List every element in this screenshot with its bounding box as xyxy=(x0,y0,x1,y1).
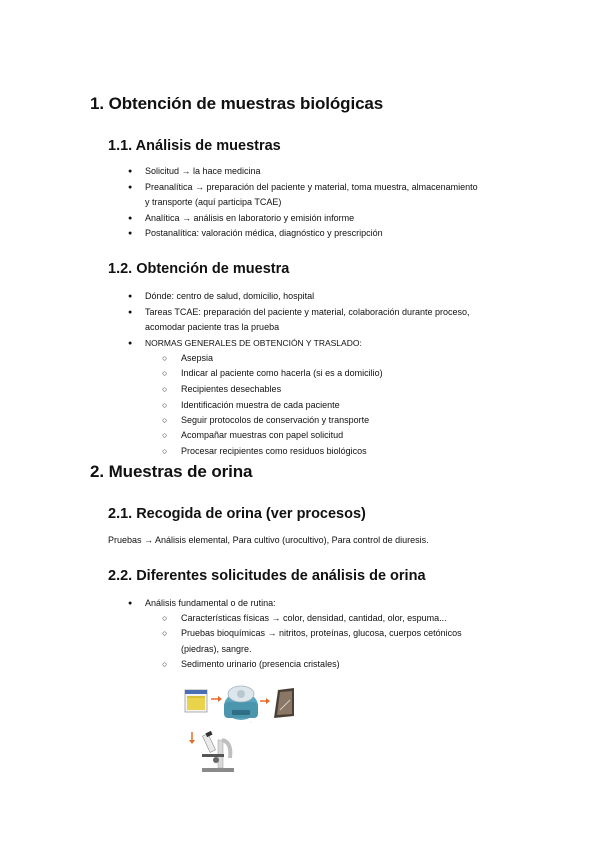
bullet-hollow: ○ xyxy=(162,415,168,425)
urine-analysis-illustration xyxy=(180,680,310,775)
bullet-hollow: ○ xyxy=(162,353,168,363)
list-item: Tareas TCAE: preparación del paciente y material, colaboración durante proceso, xyxy=(145,307,470,317)
arrow-icon xyxy=(260,698,270,704)
sub-list-item: Asepsia xyxy=(181,353,214,363)
sample-container-icon xyxy=(185,690,207,712)
heading-section-2-2: 2.2. Diferentes solicitudes de análisis de orina xyxy=(108,568,426,584)
centrifuge-icon xyxy=(224,686,258,724)
sub-list-item: Características físicas → color, densidad, cantidad, olor, espuma... xyxy=(181,613,447,623)
list-item: Dónde: centro de salud, domicilio, hospital xyxy=(145,291,315,301)
bullet-filled: ● xyxy=(128,600,133,607)
bullet-hollow: ○ xyxy=(162,659,168,669)
bullet-filled: ● xyxy=(128,340,133,347)
sub-list-item: Indicar al paciente como hacerla (si es a domicilio) xyxy=(181,368,383,378)
heading-section-2-1: 2.1. Recogida de orina (ver procesos) xyxy=(108,506,366,522)
bullet-filled: ● xyxy=(128,293,133,300)
sub-list-item: Recipientes desechables xyxy=(181,384,282,394)
paragraph: Pruebas → Análisis elemental, Para cultivo (urocultivo), Para control de diuresis. xyxy=(108,535,429,545)
microscope-icon xyxy=(202,731,234,772)
sub-list-item: Pruebas bioquímicas → nitritos, proteínas, glucosa, cuerpos cetónicos xyxy=(181,628,462,638)
bullet-hollow: ○ xyxy=(162,446,168,456)
sub-list-item: Identificación muestra de cada paciente xyxy=(181,400,340,410)
heading-section-1: 1. Obtención de muestras biológicas xyxy=(90,94,384,113)
bullet-filled: ● xyxy=(128,215,133,222)
list-item: Analítica → análisis en laboratorio y emisión informe xyxy=(145,213,355,223)
sub-list-item: Procesar recipientes como residuos biológicos xyxy=(181,446,367,456)
sub-list-item: Seguir protocolos de conservación y transporte xyxy=(181,415,370,425)
bullet-filled: ● xyxy=(128,230,133,237)
arrow-icon xyxy=(189,732,195,744)
heading-section-1-1: 1.1. Análisis de muestras xyxy=(108,138,281,154)
list-item: Preanalítica → preparación del paciente y material, toma muestra, almacenamiento xyxy=(145,182,478,192)
sub-list-item-continuation: (piedras), sangre. xyxy=(181,644,252,654)
arrow-icon xyxy=(211,696,222,702)
sub-list-item: Sedimento urinario (presencia cristales) xyxy=(181,659,340,669)
list-item: NORMAS GENERALES DE OBTENCIÓN Y TRASLADO: xyxy=(145,338,362,348)
bullet-hollow: ○ xyxy=(162,628,168,638)
bullet-hollow: ○ xyxy=(162,400,168,410)
bullet-hollow: ○ xyxy=(162,384,168,394)
list-item: Análisis fundamental o de rutina: xyxy=(145,598,276,608)
sub-list-item: Acompañar muestras con papel solicitud xyxy=(181,430,344,440)
heading-section-1-2: 1.2. Obtención de muestra xyxy=(108,261,290,277)
bullet-hollow: ○ xyxy=(162,613,168,623)
heading-section-2: 2. Muestras de orina xyxy=(90,462,253,481)
bullet-hollow: ○ xyxy=(162,430,168,440)
list-item: Postanalítica: valoración médica, diagnóstico y prescripción xyxy=(145,228,383,238)
list-item: Solicitud → la hace medicina xyxy=(145,166,261,176)
slide-icon xyxy=(274,688,294,718)
bullet-filled: ● xyxy=(128,168,133,175)
bullet-hollow: ○ xyxy=(162,368,168,378)
svg-text:◦: ◦ xyxy=(250,720,252,724)
list-item-continuation: y transporte (aquí participa TCAE) xyxy=(145,197,282,207)
list-item-continuation: acomodar paciente tras la prueba xyxy=(145,322,280,332)
bullet-filled: ● xyxy=(128,184,133,191)
bullet-filled: ● xyxy=(128,309,133,316)
